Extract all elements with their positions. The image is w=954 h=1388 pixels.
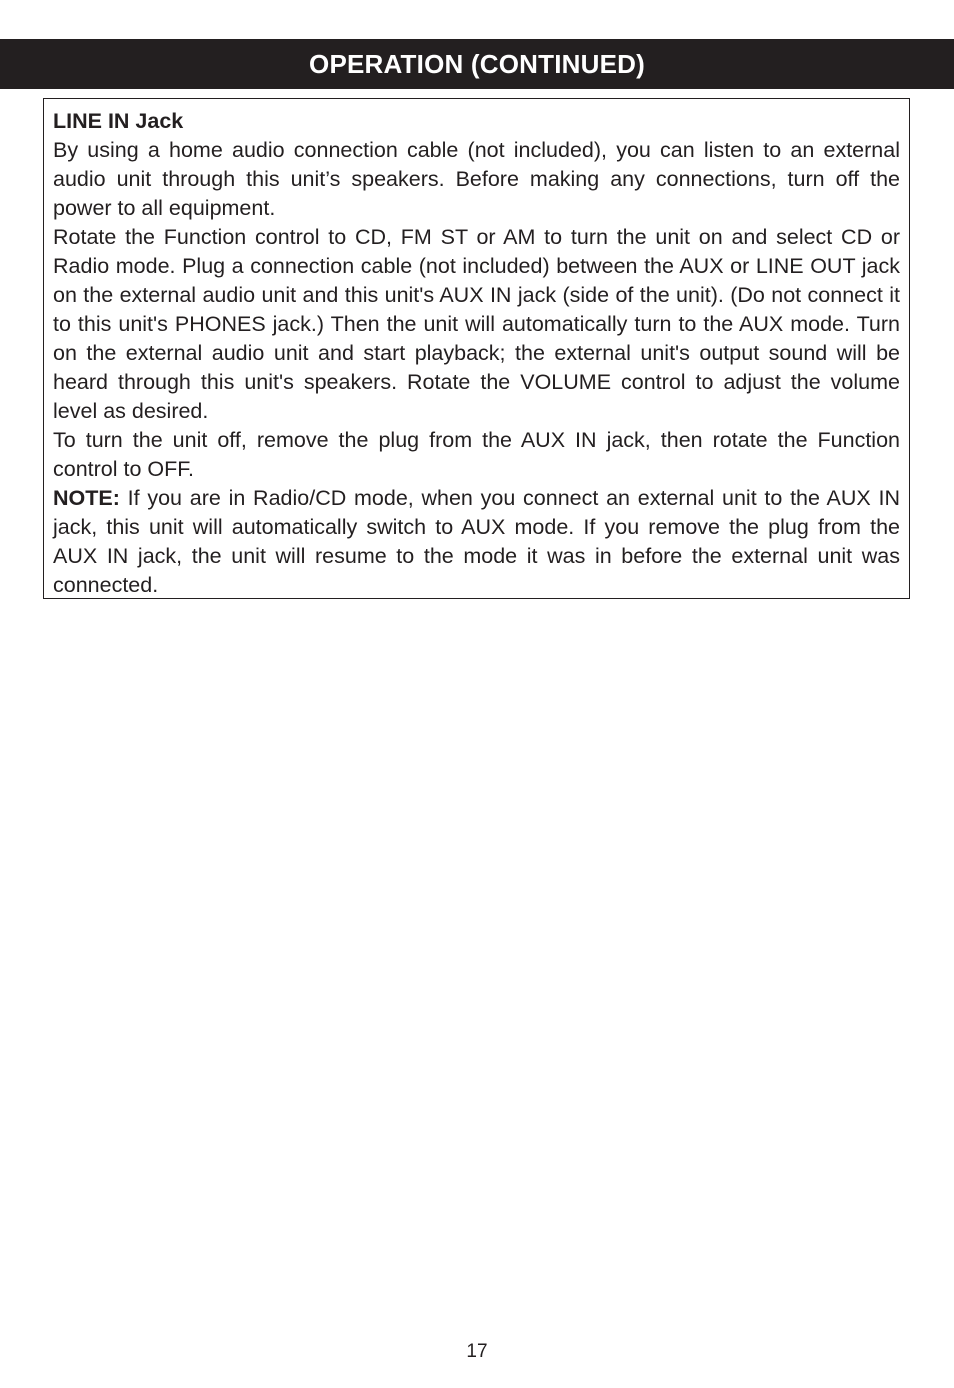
page-title: OPERATION (CONTINUED): [309, 49, 645, 79]
note-text: If you are in Radio/CD mode, when you connect an external unit to the AUX IN jack, this unit will automatically switch to AUX mode. If you remove the plug from the AUX IN jack, the unit will resume to the mode it was in before the external unit was connected.: [53, 486, 900, 597]
paragraph-turn-off: To turn the unit off, remove the plug from the AUX IN jack, then rotate the Function control to OFF.: [53, 428, 900, 481]
section-heading: LINE IN Jack: [53, 109, 184, 133]
section-header-bar: [0, 39, 954, 89]
paragraph-instructions: Rotate the Function control to CD, FM ST or AM to turn the unit on and select CD or Radio mode. Plug a connection cable (not included) between the AUX or LINE OUT jack on the external audio unit and this unit's AUX IN jack (side of the unit). (Do not connect it to this unit's PHONES jack.) Then the unit will automatically turn to the AUX mode. Turn on the external audio unit and start playback; the external unit's output sound will be heard through this unit's speakers. Rotate the VOLUME control to adjust the volume level as desired.: [53, 225, 900, 423]
page-number: 17: [466, 1341, 488, 1362]
note-label: NOTE:: [53, 486, 120, 510]
note-paragraph: [53, 484, 900, 600]
line-in-jack-box: [43, 98, 910, 599]
paragraph-intro: By using a home audio connection cable (not included), you can listen to an external audio unit through this unit’s speakers. Before making any connections, turn off the power to all equipment.: [53, 138, 900, 220]
